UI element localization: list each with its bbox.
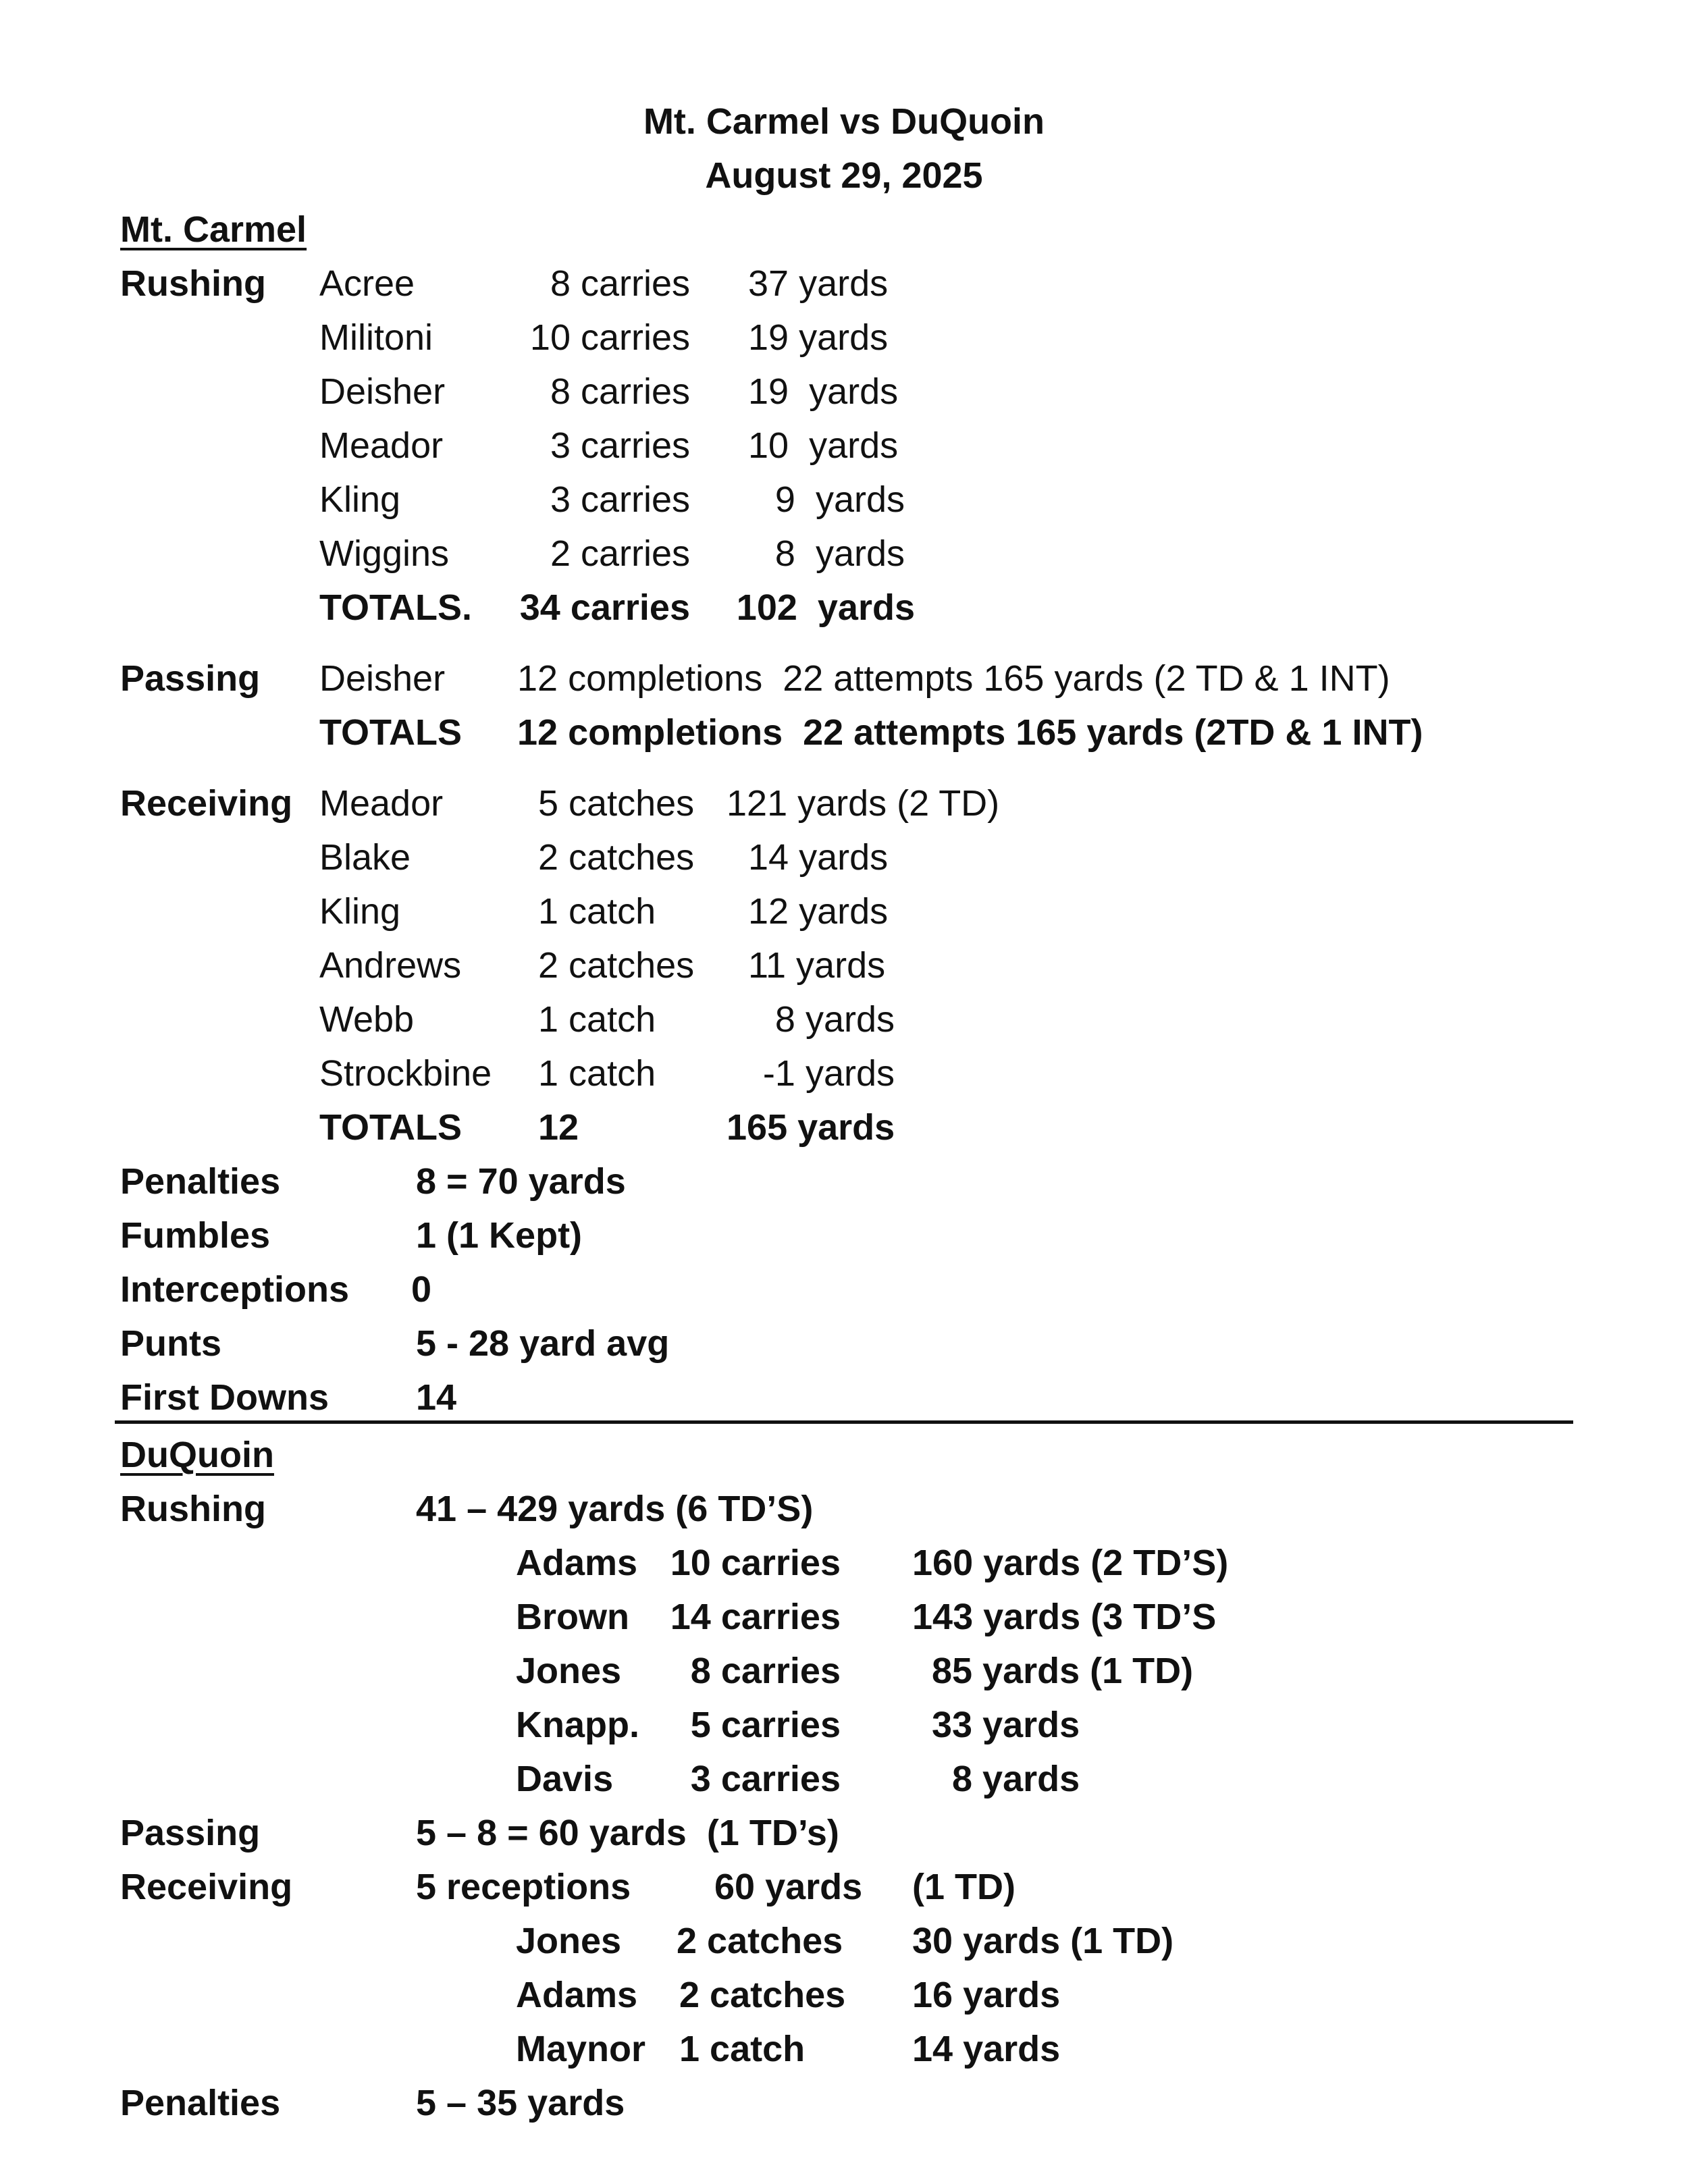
- stat-label: Interceptions: [120, 1269, 350, 1310]
- player-yards: 8 yards: [774, 999, 895, 1040]
- player-yards: 10 yards: [748, 425, 899, 466]
- player-name: Blake: [319, 837, 411, 878]
- player-catches: 1 catch: [538, 1053, 656, 1094]
- player-carries: 8 carries: [550, 263, 690, 304]
- stat-label: First Downs: [120, 1377, 329, 1418]
- stat-value: 1 (1 Kept): [416, 1215, 583, 1256]
- player-carries: 14 carries: [670, 1597, 841, 1637]
- totals-carries: 34 carries: [519, 587, 690, 628]
- player-name: Webb: [319, 999, 415, 1040]
- player-name: Meador: [319, 425, 444, 466]
- player-catches: 2 catches: [538, 837, 695, 878]
- receiving-yards-total: 60 yards: [714, 1867, 863, 1907]
- team-heading-mtcarmel: Mt. Carmel: [120, 209, 307, 250]
- duquoin-passing-label: Passing: [120, 1813, 261, 1853]
- stat-label: Punts: [120, 1323, 222, 1364]
- player-name: Jones: [516, 1921, 622, 1961]
- duquoin-rushing-summary: 41 – 429 yards (6 TD’S): [416, 1489, 814, 1529]
- player-yards: -1 yards: [762, 1053, 895, 1094]
- player-yards: 14 yards: [912, 2029, 1061, 2069]
- player-carries: 5 carries: [690, 1705, 841, 1745]
- player-name: Wiggins: [319, 533, 450, 574]
- player-carries: 8 carries: [690, 1651, 841, 1691]
- player-catches: 2 catches: [538, 945, 695, 986]
- player-yards: 143 yards (3 TD’S: [912, 1597, 1217, 1637]
- player-name: Jones: [516, 1651, 622, 1691]
- duquoin-penalties-label: Penalties: [120, 2083, 281, 2123]
- player-carries: 3 carries: [690, 1759, 841, 1799]
- duquoin-passing-summary: 5 – 8 = 60 yards (1 TD’s): [416, 1813, 839, 1853]
- player-carries: 8 carries: [550, 371, 690, 412]
- player-yards: 19 yards: [748, 371, 899, 412]
- stat-value: 5 - 28 yard avg: [416, 1323, 670, 1364]
- totals-catches: 12: [538, 1107, 579, 1148]
- player-name: Militoni: [319, 317, 433, 358]
- player-name: Meador: [319, 783, 444, 824]
- passing-line: 12 completions 22 attempts 165 yards (2 TD & 1 INT): [517, 658, 1390, 699]
- duquoin-rushing-label: Rushing: [120, 1489, 266, 1529]
- player-yards: 121 yards (2 TD): [727, 783, 1000, 824]
- player-carries: 10 carries: [529, 317, 690, 358]
- player-catches: 2 catches: [679, 1975, 846, 2015]
- mtcarmel-receiving-label: Receiving: [120, 783, 293, 824]
- player-yards: 12 yards: [748, 891, 889, 932]
- player-name: Acree: [319, 263, 415, 304]
- player-yards: 33 yards: [932, 1705, 1080, 1745]
- stat-value: 0: [411, 1269, 432, 1310]
- stat-label: Fumbles: [120, 1215, 271, 1256]
- player-yards: 14 yards: [748, 837, 889, 878]
- player-name: Maynor: [516, 2029, 646, 2069]
- player-name: Kling: [319, 479, 401, 520]
- player-yards: 16 yards: [912, 1975, 1061, 2015]
- totals-label: TOTALS: [319, 1107, 462, 1148]
- mtcarmel-rushing-label: Rushing: [120, 263, 266, 304]
- player-catches: 2 catches: [677, 1921, 843, 1961]
- totals-yards: 102 yards: [736, 587, 915, 628]
- player-catches: 5 catches: [538, 783, 695, 824]
- duquoin-penalties-value: 5 – 35 yards: [416, 2083, 625, 2123]
- game-date: August 29, 2025: [705, 155, 983, 196]
- receiving-td-total: (1 TD): [912, 1867, 1016, 1907]
- player-yards: 160 yards (2 TD’S): [912, 1543, 1229, 1583]
- totals-label: TOTALS.: [319, 587, 472, 628]
- player-yards: 30 yards (1 TD): [912, 1921, 1174, 1961]
- player-name: Kling: [319, 891, 401, 932]
- player-yards: 8 yards: [952, 1759, 1080, 1799]
- player-yards: 85 yards (1 TD): [932, 1651, 1194, 1691]
- player-catches: 1 catch: [538, 891, 656, 932]
- player-carries: 3 carries: [550, 479, 690, 520]
- section-divider: [115, 1420, 1573, 1424]
- player-yards: 19 yards: [748, 317, 889, 358]
- player-yards: 8 yards: [774, 533, 905, 574]
- player-name: Strockbine: [319, 1053, 492, 1094]
- stat-value: 14: [416, 1377, 457, 1418]
- player-name: Deisher: [319, 658, 446, 699]
- totals-yards: 165 yards: [727, 1107, 895, 1148]
- team-heading-duquoin: DuQuoin: [120, 1435, 274, 1475]
- totals-label: TOTALS: [319, 712, 462, 753]
- page-title: Mt. Carmel vs DuQuoin: [643, 101, 1045, 142]
- player-name: Andrews: [319, 945, 462, 986]
- mtcarmel-passing-label: Passing: [120, 658, 261, 699]
- player-carries: 3 carries: [550, 425, 690, 466]
- duquoin-receiving-label: Receiving: [120, 1867, 293, 1907]
- player-yards: 11 yards: [748, 945, 886, 986]
- player-name: Knapp.: [516, 1705, 639, 1745]
- receptions-total: 5 receptions: [416, 1867, 631, 1907]
- player-name: Deisher: [319, 371, 446, 412]
- player-catches: 1 catch: [538, 999, 656, 1040]
- player-carries: 10 carries: [670, 1543, 841, 1583]
- player-catches: 1 catch: [679, 2029, 806, 2069]
- player-name: Adams: [516, 1543, 638, 1583]
- player-carries: 2 carries: [550, 533, 690, 574]
- player-yards: 9 yards: [774, 479, 905, 520]
- player-name: Davis: [516, 1759, 614, 1799]
- player-yards: 37 yards: [748, 263, 889, 304]
- passing-line: 12 completions 22 attempts 165 yards (2TD & 1 INT): [517, 712, 1423, 753]
- player-name: Adams: [516, 1975, 638, 2015]
- player-name: Brown: [516, 1597, 629, 1637]
- stat-label: Penalties: [120, 1161, 281, 1202]
- stat-value: 8 = 70 yards: [416, 1161, 626, 1202]
